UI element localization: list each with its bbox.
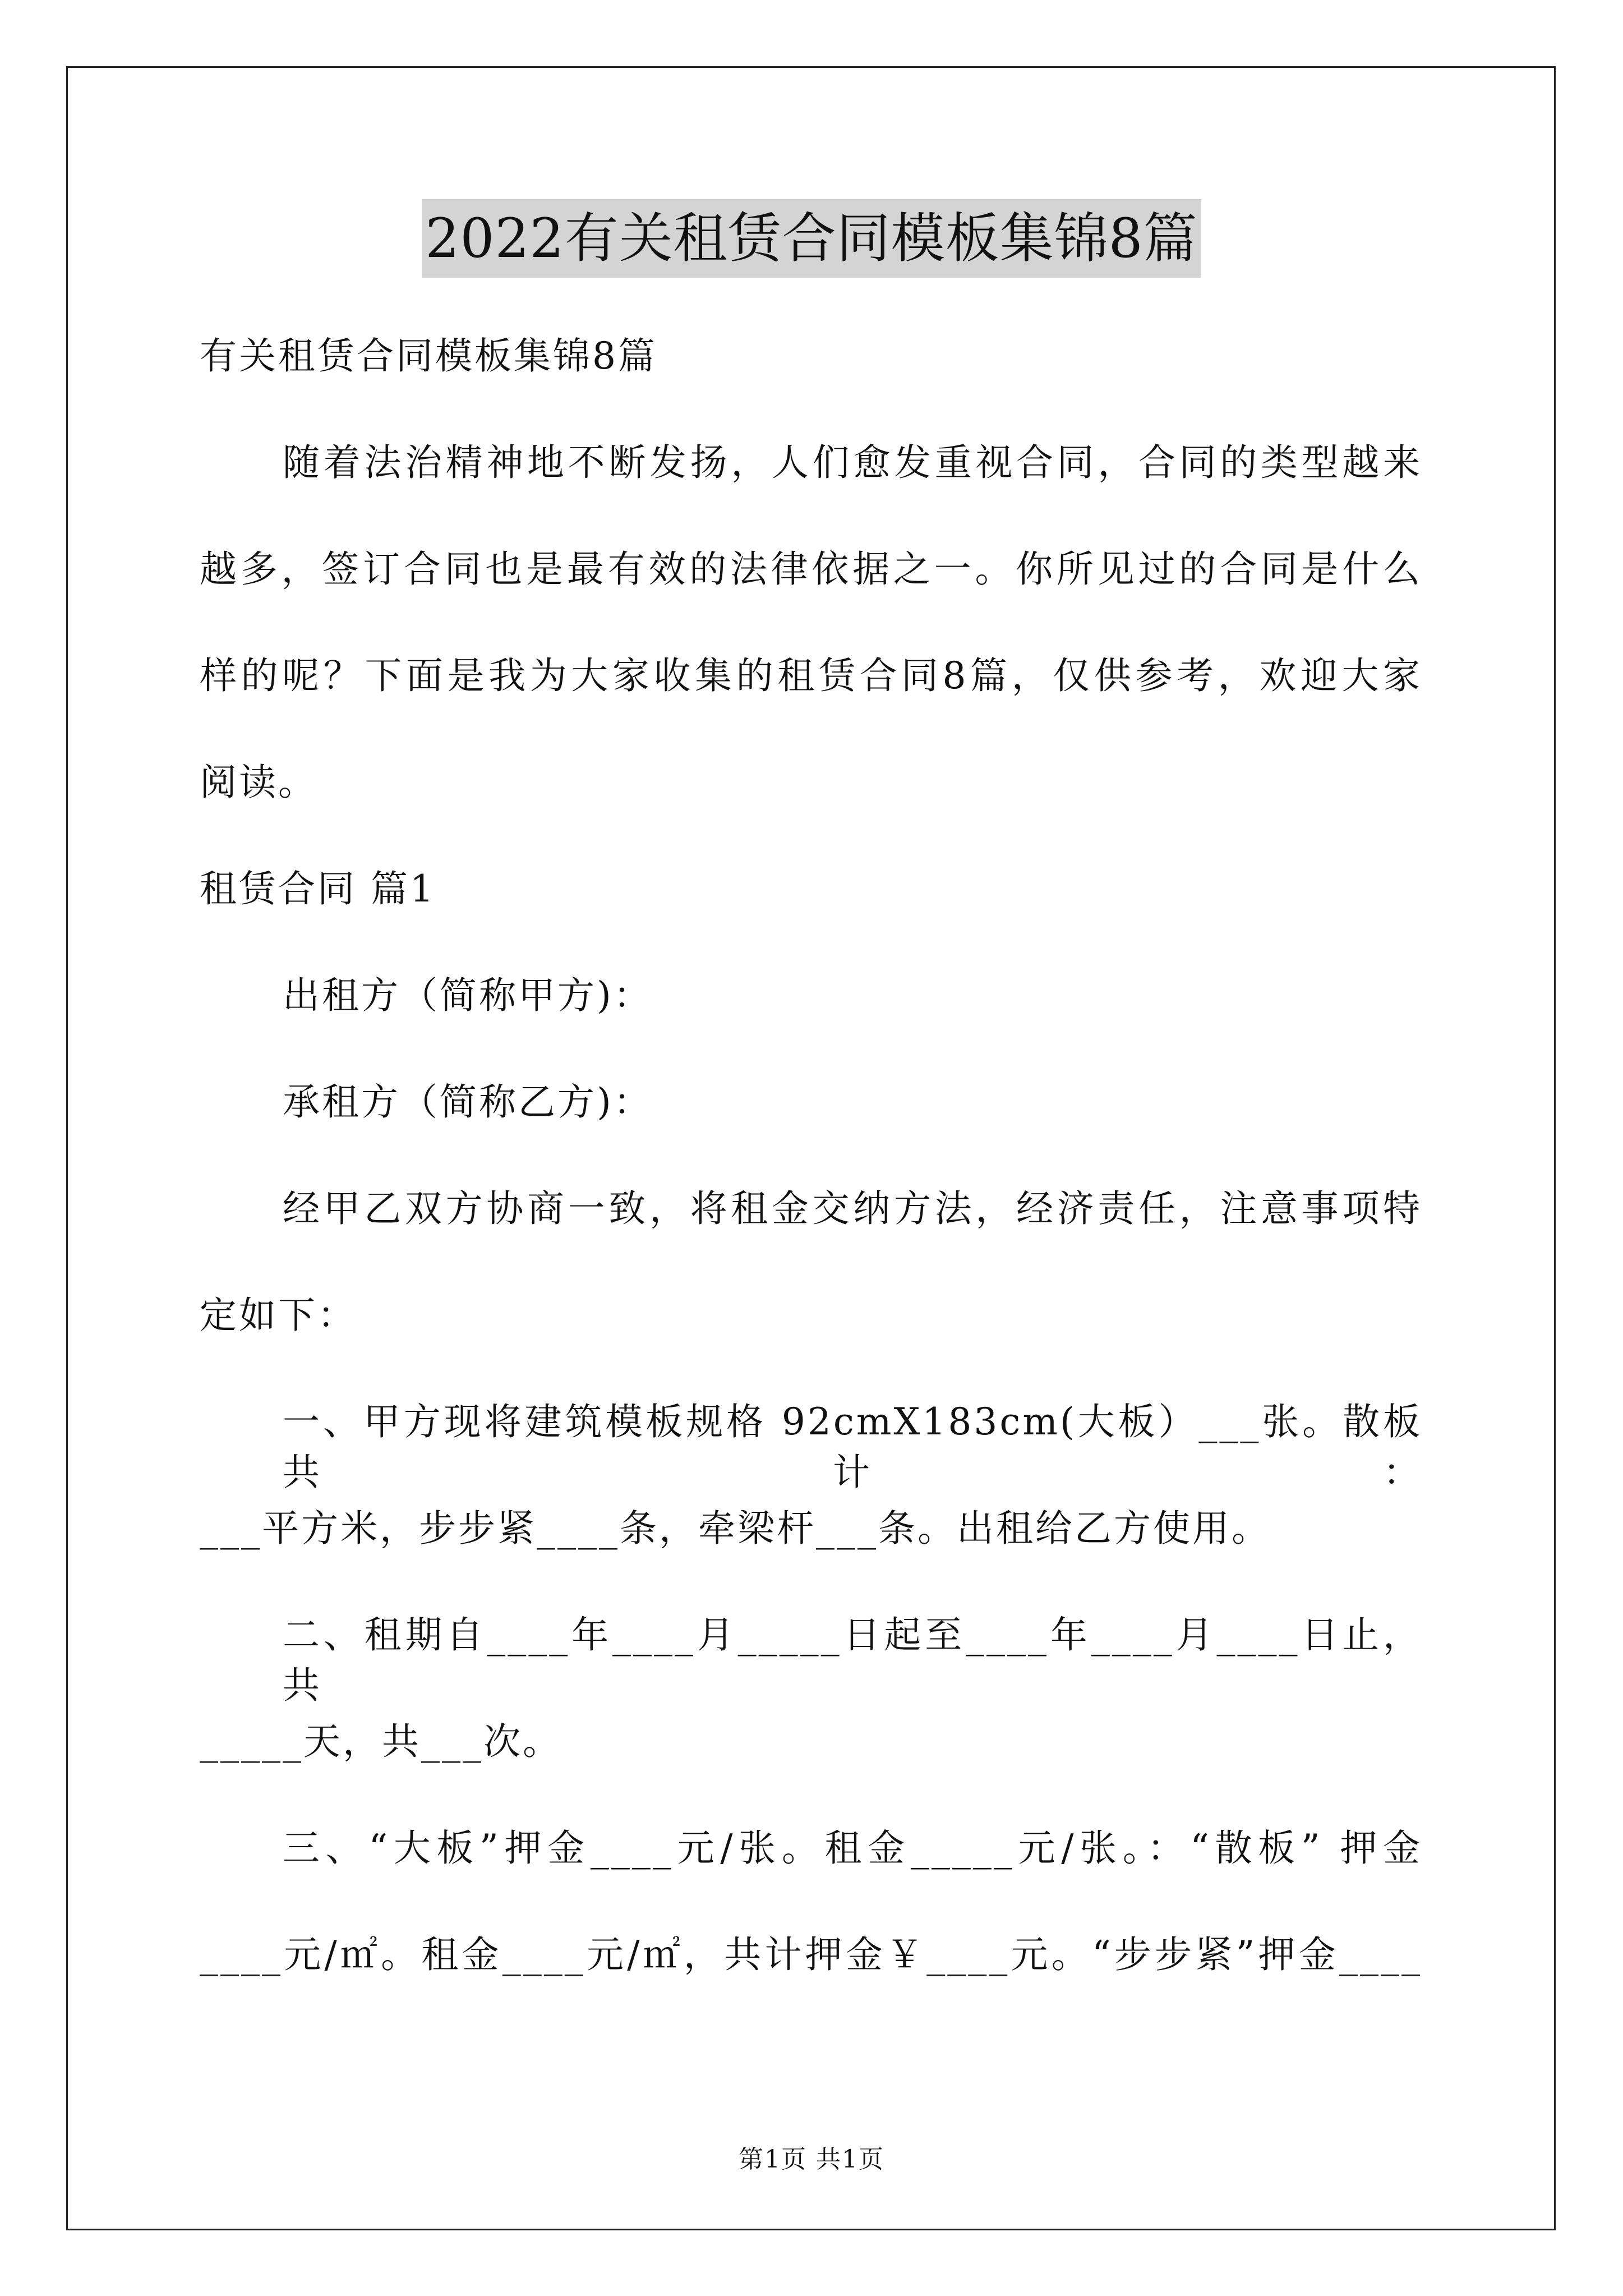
paragraph-line: 三、“大板”押金____元/张。租金_____元/张。：“散板” 押金: [283, 1826, 1422, 1870]
paragraph-line: 阅读。: [200, 761, 317, 804]
section-heading: 租赁合同 篇1: [200, 867, 436, 910]
paragraph-line: _____天，共___次。: [200, 1720, 562, 1763]
paragraph-line: 一、甲方现将建筑模板规格 92cmX183cm(大板）___张。散板共计：: [283, 1400, 1422, 1494]
page-footer: 第1页 共1页: [739, 2145, 884, 2174]
document-title: 2022有关租赁合同模板集锦8篇: [422, 199, 1201, 278]
paragraph-line: 随着法治精神地不断发扬，人们愈发重视合同，合同的类型越来: [283, 441, 1422, 484]
subtitle-line: 有关租赁合同模板集锦8篇: [200, 334, 657, 378]
paragraph-line: 承租方（简称乙方)：: [283, 1080, 653, 1124]
paragraph-line: ____元/㎡。租金____元/㎡，共计押金￥____元。“步步紧”押金____: [200, 1933, 1422, 1976]
paragraph-line: 经甲乙双方协商一致，将租金交纳方法，经济责任，注意事项特: [283, 1187, 1422, 1230]
paragraph-line: 二、租期自____年____月_____日起至____年____月____日止，共: [283, 1613, 1422, 1707]
title-container: [0, 199, 1623, 278]
paragraph-line: 越多，签订合同也是最有效的法律依据之一。你所见过的合同是什么: [200, 547, 1422, 591]
page-border: [66, 66, 1556, 2230]
paragraph-line: 样的呢？下面是我为大家收集的租赁合同8篇，仅供参考，欢迎大家: [200, 654, 1422, 697]
paragraph-line: 定如下：: [200, 1294, 357, 1337]
paragraph-line: ___平方米，步步紧____条，牵梁杆___条。出租给乙方使用。: [200, 1507, 1271, 1550]
paragraph-line: 出租方（简称甲方)：: [283, 974, 653, 1017]
